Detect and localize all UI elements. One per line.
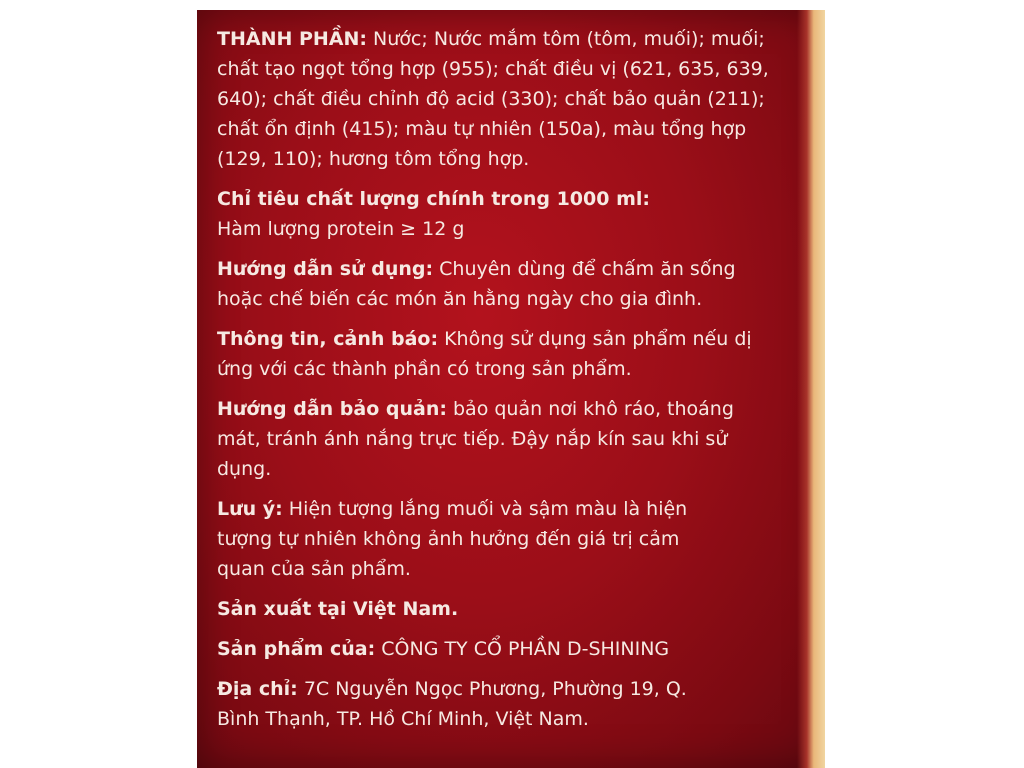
usage-line-2: hoặc chế biến các món ăn hằng ngày cho gia đình. — [217, 288, 703, 310]
note-line-1: Hiện tượng lắng muối và sậm màu là hiện — [282, 498, 688, 520]
address-line-1: 7C Nguyễn Ngọc Phương, Phường 19, Q. — [297, 678, 687, 700]
address-paragraph — [217, 674, 789, 734]
warning-line-2: ứng với các thành phần có trong sản phẩm. — [217, 358, 632, 380]
ingredients-heading: THÀNH PHẦN: — [217, 28, 368, 50]
storage-paragraph — [217, 394, 789, 484]
note-line-2: tượng tự nhiên không ảnh hưởng đến giá trị cảm — [217, 528, 680, 550]
address-heading: Địa chỉ: — [217, 678, 298, 700]
storage-heading: Hướng dẫn bảo quản: — [217, 398, 447, 420]
ingredients-paragraph — [217, 24, 789, 174]
product-label-panel — [197, 10, 825, 768]
storage-line-3: dụng. — [217, 458, 272, 480]
storage-line-1: bảo quản nơi khô ráo, thoáng — [446, 398, 734, 420]
storage-line-2: mát, tránh ánh nắng trực tiếp. Đậy nắp kín sau khi sử — [217, 428, 728, 450]
usage-heading: Hướng dẫn sử dụng: — [217, 258, 434, 280]
ingredients-line-3: 640); chất điều chỉnh độ acid (330); chất bảo quản (211); — [217, 88, 765, 110]
protein-line: Hàm lượng protein ≥ 12 g — [217, 218, 465, 240]
quality-heading: Chỉ tiêu chất lượng chính trong 1000 ml: — [217, 188, 650, 210]
manufacturer-paragraph — [217, 634, 789, 664]
usage-line-1: Chuyên dùng để chấm ăn sống — [433, 258, 736, 280]
address-line-2: Bình Thạnh, TP. Hồ Chí Minh, Việt Nam. — [217, 708, 589, 730]
usage-paragraph — [217, 254, 789, 314]
warning-line-1: Không sử dụng sản phẩm nếu dị — [438, 328, 752, 350]
note-heading: Lưu ý: — [217, 498, 283, 520]
manufacturer-heading: Sản phẩm của: — [217, 638, 376, 660]
label-text-block — [217, 24, 789, 744]
manufacturer-name: CÔNG TY CỔ PHẦN D-SHINING — [375, 638, 670, 660]
note-paragraph — [217, 494, 789, 584]
origin-paragraph — [217, 594, 789, 624]
quality-paragraph — [217, 184, 789, 244]
warning-paragraph — [217, 324, 789, 384]
ingredients-line-1: Nước; Nước mắm tôm (tôm, muối); muối; — [367, 28, 765, 50]
bottle-edge — [797, 10, 825, 768]
ingredients-line-4: chất ổn định (415); màu tự nhiên (150a), màu tổng hợp — [217, 118, 747, 140]
note-line-3: quan của sản phẩm. — [217, 558, 411, 580]
ingredients-line-5: (129, 110); hương tôm tổng hợp. — [217, 148, 530, 170]
ingredients-line-2: chất tạo ngọt tổng hợp (955); chất điều vị (621, 635, 639, — [217, 58, 769, 80]
origin-heading: Sản xuất tại Việt Nam. — [217, 598, 459, 620]
warning-heading: Thông tin, cảnh báo: — [217, 328, 439, 350]
